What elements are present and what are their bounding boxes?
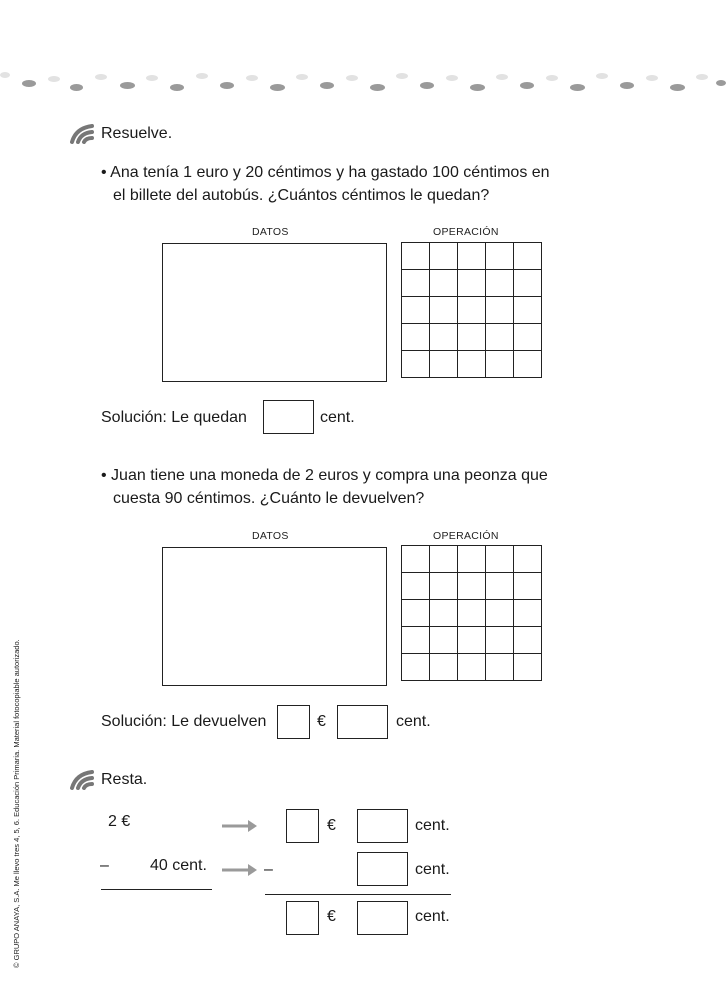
subtrahend: 40 cent. <box>150 857 207 874</box>
decorative-dot <box>22 80 36 87</box>
cent-label: cent. <box>415 861 450 878</box>
solution2-unit: cent. <box>396 713 431 730</box>
row1-euros-box[interactable] <box>286 809 319 843</box>
right-arrow-icon <box>222 819 258 833</box>
operacion-label: OPERACIÓN <box>433 226 499 238</box>
decorative-dot <box>346 75 358 81</box>
decorative-dot <box>446 75 458 81</box>
euro-symbol: € <box>317 713 326 730</box>
decorative-dot <box>646 75 658 81</box>
solution1-prefix: Solución: Le quedan <box>101 409 247 426</box>
decorative-dot <box>370 84 385 91</box>
decorative-dot <box>220 82 234 89</box>
decorative-dot <box>170 84 184 91</box>
decorative-dot <box>48 76 60 82</box>
euro-symbol: € <box>327 908 336 925</box>
solution2-prefix: Solución: Le devuelven <box>101 713 267 730</box>
operacion-label: OPERACIÓN <box>433 530 499 542</box>
decorative-dot <box>716 80 726 86</box>
datos-box[interactable] <box>162 243 387 382</box>
cent-label: cent. <box>415 908 450 925</box>
decorative-dot <box>546 75 558 81</box>
row3-euros-box[interactable] <box>286 901 319 935</box>
decorative-dot <box>620 82 634 89</box>
section-pencil-icon <box>70 770 94 790</box>
decorative-dot <box>95 74 107 80</box>
decorative-dot <box>296 74 308 80</box>
row2-cents-box[interactable] <box>357 852 408 886</box>
decorative-dot <box>146 75 158 81</box>
decorative-dot <box>320 82 334 89</box>
decorative-dot <box>696 74 708 80</box>
decorative-dot <box>520 82 534 89</box>
decorative-dot <box>570 84 585 91</box>
problem1-line1: • Ana tenía 1 euro y 20 céntimos y ha gastado 100 céntimos en <box>101 164 550 181</box>
section-pencil-icon <box>70 124 94 144</box>
right-arrow-icon <box>222 863 258 877</box>
datos-label: DATOS <box>252 226 289 238</box>
euro-symbol: € <box>327 817 336 834</box>
problem2-line2: cuesta 90 céntimos. ¿Cuánto le devuelven? <box>113 490 425 507</box>
solution1-answer-box[interactable] <box>263 400 314 434</box>
decorative-dot <box>670 84 685 91</box>
problem1-line2: el billete del autobús. ¿Cuántos céntimos le quedan? <box>113 187 490 204</box>
decorative-dot <box>496 74 508 80</box>
minuend: 2 € <box>108 813 131 830</box>
minus-sign: – <box>100 857 109 874</box>
decorative-dot <box>70 84 83 91</box>
section-title-resta: Resta. <box>101 771 148 788</box>
decorative-dot <box>196 73 208 79</box>
row1-cents-box[interactable] <box>357 809 408 843</box>
cent-label: cent. <box>415 817 450 834</box>
decorative-dot <box>396 73 408 79</box>
datos-box[interactable] <box>162 547 387 686</box>
decorative-dot <box>470 84 485 91</box>
result-minus-sign: – <box>264 861 273 878</box>
underline-left <box>101 889 212 890</box>
operacion-grid[interactable] <box>401 545 542 681</box>
decorative-dot <box>120 82 135 89</box>
solution2-cents-box[interactable] <box>337 705 388 739</box>
decorative-dot <box>246 75 258 81</box>
problem2-line1: • Juan tiene una moneda de 2 euros y compra una peonza que <box>101 467 548 484</box>
underline-right <box>265 894 451 895</box>
operacion-grid[interactable] <box>401 242 542 378</box>
decorative-dot <box>596 73 608 79</box>
decorative-dot <box>420 82 434 89</box>
datos-label: DATOS <box>252 530 289 542</box>
copyright-text: © GRUPO ANAYA, S.A. Me llevo tres 4, 5, 6. Educación Primaria. Material fotocopiable autorizado. <box>12 639 21 968</box>
solution1-unit: cent. <box>320 409 355 426</box>
solution2-euros-box[interactable] <box>277 705 310 739</box>
decorative-dot <box>0 72 10 78</box>
section-title-resuelve: Resuelve. <box>101 125 173 142</box>
row3-cents-box[interactable] <box>357 901 408 935</box>
decorative-dot <box>270 84 285 91</box>
